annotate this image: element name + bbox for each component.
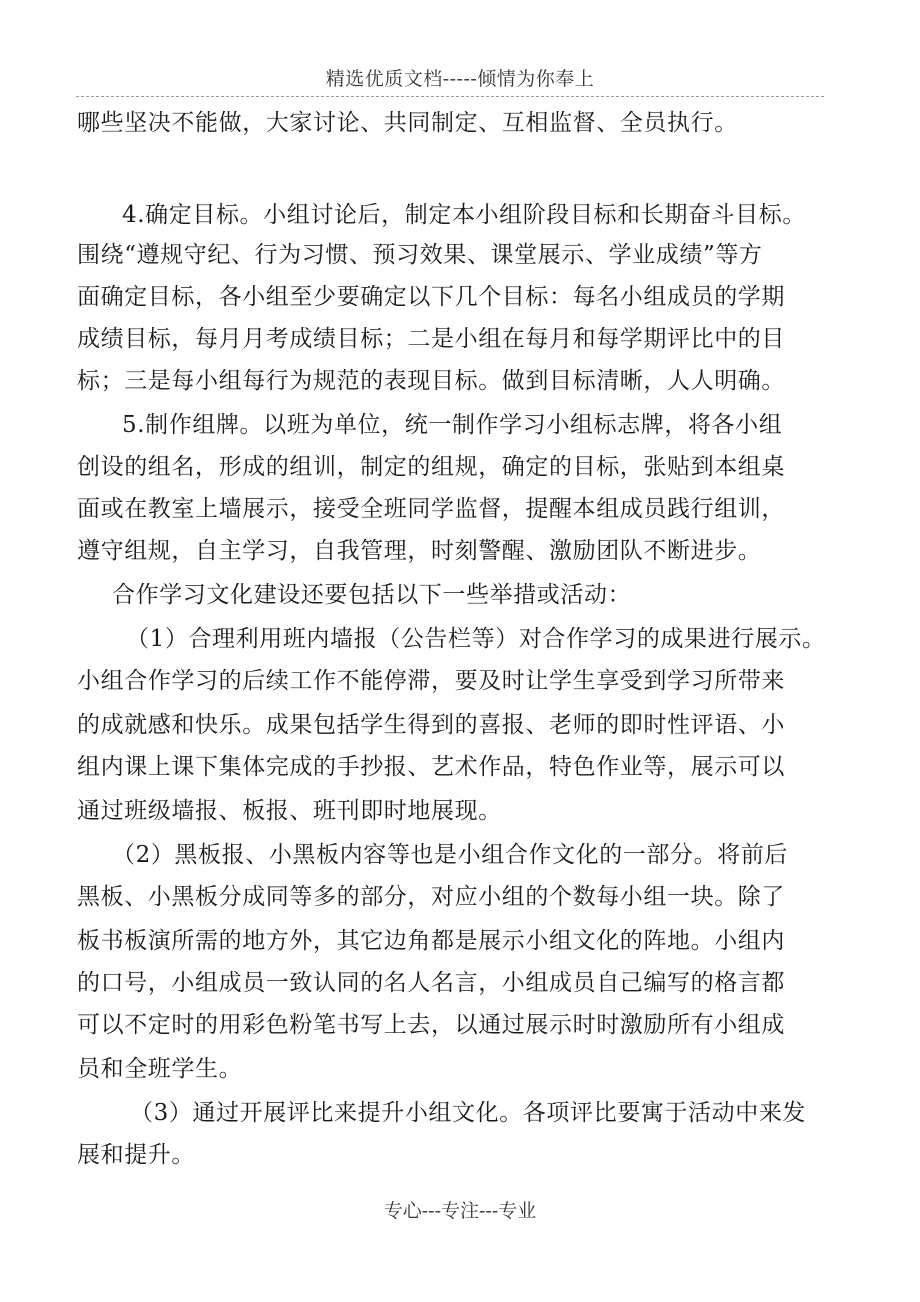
body-line-7: 5.制作组牌。以班为单位，统一制作学习小组标志牌，将各小组 bbox=[122, 412, 783, 438]
body-line-17: （2）黑板报、小黑板内容等也是小组合作文化的一部分。将前后 bbox=[112, 842, 789, 868]
body-line-3: 围绕“遵规守纪、行为习惯、预习效果、课堂展示、学业成绩”等方 bbox=[77, 242, 763, 268]
body-line-1: 哪些坚决不能做，大家讨论、共同制定、互相监督、全员执行。 bbox=[77, 110, 738, 136]
body-line-11: 合作学习文化建设还要包括以下一些举措或活动： bbox=[112, 582, 632, 608]
page-header: 精选优质文档-----倾情为你奉上 bbox=[325, 68, 595, 90]
body-line-8: 创设的组名，形成的组训，制定的组规，确定的目标，张贴到本组桌 bbox=[77, 454, 785, 480]
body-line-10: 遵守组规，自主学习，自我管理，时刻警醒、激励团队不断进步。 bbox=[77, 538, 762, 564]
body-line-15: 组内课上课下集体完成的手抄报、艺术作品，特色作业等，展示可以 bbox=[77, 754, 785, 780]
body-line-9: 面或在教室上墙展示，接受全班同学监督，提醒本组成员践行组训， bbox=[77, 496, 785, 522]
body-line-12: （1）合理利用班内墙报（公告栏等）对合作学习的成果进行展示。 bbox=[126, 626, 826, 652]
body-line-16: 通过班级墙报、板报、班刊即时地展现。 bbox=[77, 798, 502, 824]
body-line-21: 可以不定时的用彩色粉笔书写上去，以通过展示时时激励所有小组成 bbox=[77, 1012, 785, 1038]
body-line-19: 板书板演所需的地方外，其它边角都是展示小组文化的阵地。小组内 bbox=[77, 928, 785, 954]
body-line-5: 成绩目标，每月月考成绩目标；二是小组在每月和每学期评比中的目 bbox=[77, 326, 785, 352]
body-line-13: 小组合作学习的后续工作不能停滞，要及时让学生享受到学习所带来 bbox=[77, 668, 785, 694]
body-line-23: （3）通过开展评比来提升小组文化。各项评比要寓于活动中来发 bbox=[130, 1100, 807, 1126]
body-line-4: 面确定目标，各小组至少要确定以下几个目标：每名小组成员的学期 bbox=[77, 284, 785, 310]
body-line-18: 黑板、小黑板分成同等多的部分，对应小组的个数每小组一块。除了 bbox=[77, 884, 785, 910]
page-footer: 专心---专注---专业 bbox=[383, 1200, 537, 1222]
body-line-6: 标；三是每小组每行为规范的表现目标。做到目标清晰，人人明确。 bbox=[77, 368, 785, 394]
header-divider bbox=[76, 96, 824, 97]
body-line-22: 员和全班学生。 bbox=[77, 1056, 243, 1082]
body-line-2: 4.确定目标。小组讨论后，制定本小组阶段目标和长期奋斗目标。 bbox=[122, 202, 806, 228]
body-line-24: 展和提升。 bbox=[77, 1142, 195, 1168]
body-line-14: 的成就感和快乐。成果包括学生得到的喜报、老师的即时性评语、小 bbox=[77, 712, 785, 738]
body-line-20: 的口号，小组成员一致认同的名人名言，小组成员自己编写的格言都 bbox=[77, 970, 785, 996]
